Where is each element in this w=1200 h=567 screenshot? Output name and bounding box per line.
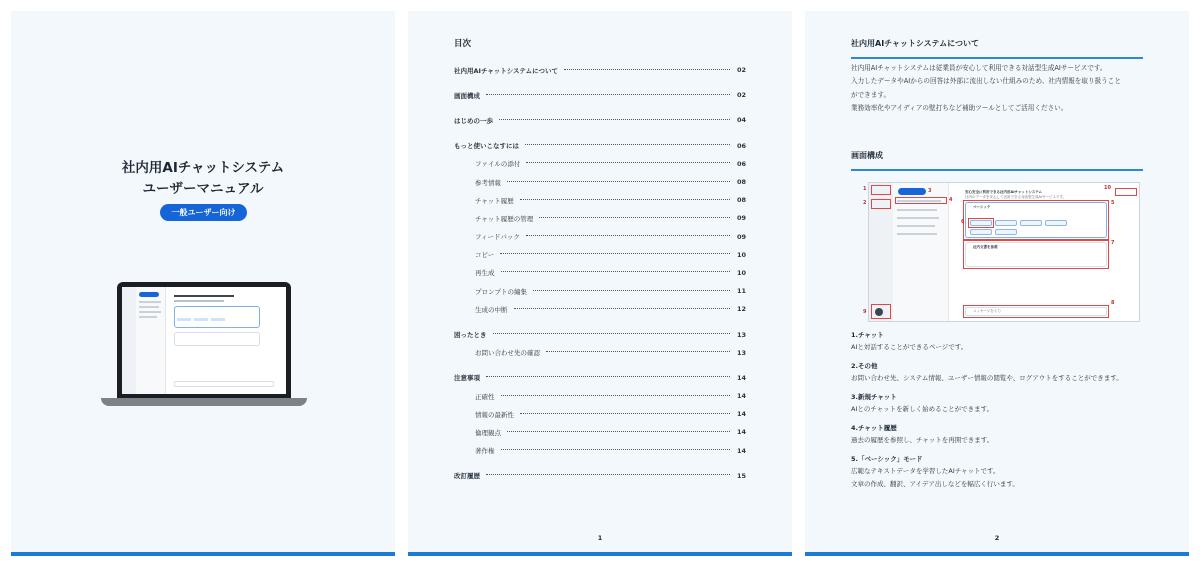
- toc-entry[interactable]: [454, 209, 746, 227]
- toc-entry[interactable]: [454, 246, 746, 264]
- toc-entry-page: 08: [736, 178, 746, 187]
- about-line: 業務効率化やアイディアの壁打ちなど補助ツールとしてご活用ください。: [851, 104, 1068, 113]
- toc-leader-dots: [500, 253, 730, 254]
- toc-entry-label: 注意事項: [454, 374, 480, 383]
- toc-entry-page: 15: [736, 471, 746, 480]
- about-line: 社内用AIチャットシステムは従業員が安心して利用できる対話型生成AIサービスです。: [851, 64, 1107, 72]
- screen-item-heading: 1.チャット: [851, 331, 884, 339]
- toc-entry-page: 06: [736, 159, 746, 168]
- toc-leader-dots: [507, 431, 730, 432]
- callout-box-10: [1115, 188, 1137, 196]
- toc-list: [454, 61, 746, 485]
- toc-entry-page: 14: [736, 446, 746, 455]
- toc-leader-dots: [493, 333, 731, 334]
- audience-badge: 一般ユーザー向け: [160, 204, 247, 221]
- toc-entry-page: 13: [736, 330, 746, 339]
- toc-leader-dots: [526, 235, 730, 236]
- toc-entry-label: 倫理観点: [475, 428, 501, 437]
- toc-entry-label: チャット履歴: [475, 196, 514, 205]
- toc-entry-page: 02: [736, 66, 746, 75]
- screen-item-description-line: AIと対話することができるページです。: [851, 343, 968, 351]
- screen-item-description-line: 過去の履歴を参照し、チャットを再開できます。: [851, 436, 994, 444]
- toc-leader-dots: [533, 290, 730, 291]
- callout-box-6: [968, 218, 994, 228]
- toc-entry-label: 正確性: [475, 392, 495, 401]
- toc-entry-page: 11: [736, 287, 746, 296]
- screen-item-heading: 4.チャット履歴: [851, 424, 897, 432]
- screen-item-description: [851, 372, 1147, 385]
- toc-entry[interactable]: [454, 344, 746, 362]
- toc-leader-dots: [499, 119, 730, 120]
- mini-welcome: 安心安全に利用できる社内用AIチャットシステム: [965, 190, 1043, 194]
- toc-leader-dots: [564, 69, 730, 70]
- toc-entry[interactable]: [454, 137, 746, 155]
- mini-mode-docs: 社内文書を参照: [973, 245, 998, 249]
- toc-entry-label: もっと使いこなすには: [454, 142, 519, 151]
- toc-leader-dots: [526, 162, 730, 163]
- toc-entry[interactable]: [454, 155, 746, 173]
- toc-entry-label: はじめの一歩: [454, 116, 493, 125]
- toc-entry-page: 06: [736, 141, 746, 150]
- laptop-screen: [117, 282, 291, 399]
- toc-entry[interactable]: [454, 467, 746, 485]
- content-page: [805, 11, 1189, 556]
- toc-leader-dots: [520, 199, 730, 200]
- toc-entry[interactable]: [454, 228, 746, 246]
- callout-num-5: 5: [1111, 200, 1115, 206]
- toc-entry-label: 生成の中断: [475, 305, 508, 314]
- toc-entry-label: お問い合わせ先の確認: [475, 349, 540, 358]
- screen-item-description: [851, 403, 1147, 416]
- toc-entry[interactable]: [454, 173, 746, 191]
- toc-entry[interactable]: [454, 423, 746, 441]
- cover-title-line2: ユーザーマニュアル: [142, 181, 264, 197]
- toc-entry-label: 再生成: [475, 269, 495, 278]
- toc-entry-page: 04: [736, 116, 746, 125]
- screen-item-description-line: 広範なテキストデータを学習したAIチャットです。: [851, 467, 1000, 475]
- toc-entry[interactable]: [454, 405, 746, 423]
- laptop-base: [101, 398, 307, 406]
- toc-entry-page: 02: [736, 91, 746, 100]
- callout-num-4: 4: [949, 197, 953, 203]
- screen-item-heading: 5.「ベーシック」モード: [851, 455, 923, 463]
- toc-entry[interactable]: [454, 191, 746, 209]
- toc-entry[interactable]: [454, 325, 746, 343]
- toc-entry-page: 14: [736, 392, 746, 401]
- toc-entry-label: 画面構成: [454, 91, 480, 100]
- mini-new-chat-button: [898, 188, 926, 195]
- toc-leader-dots: [486, 376, 730, 377]
- toc-entry-page: 10: [736, 250, 746, 259]
- toc-entry-label: 著作権: [475, 447, 495, 456]
- callout-num-6: 6: [961, 219, 965, 225]
- toc-entry[interactable]: [454, 387, 746, 405]
- screen-item-description-line: 文章の作成、翻訳、アイデア出しなどを幅広く行います。: [851, 480, 1019, 488]
- toc-entry-label: 参考情報: [475, 178, 501, 187]
- toc-leader-dots: [501, 449, 731, 450]
- toc-entry-page: 08: [736, 196, 746, 205]
- toc-leader-dots: [520, 413, 730, 414]
- toc-leader-dots: [507, 181, 730, 182]
- callout-num-10: 10: [1104, 185, 1111, 191]
- toc-entry-page: 09: [736, 232, 746, 241]
- toc-leader-dots: [539, 217, 730, 218]
- laptop-screen-ui: [122, 287, 286, 394]
- callout-box-7: [963, 240, 1109, 269]
- toc-entry[interactable]: [454, 442, 746, 460]
- toc-leader-dots: [501, 271, 731, 272]
- mini-sub: 社内のデータを安心して活用できる対話型生成AIサービスです。: [965, 195, 1067, 199]
- callout-num-2: 2: [863, 200, 867, 206]
- toc-entry-page: 14: [736, 410, 746, 419]
- toc-entry[interactable]: [454, 300, 746, 318]
- about-paragraph: [851, 62, 1147, 116]
- toc-leader-dots: [525, 144, 730, 145]
- toc-page: [408, 11, 792, 556]
- toc-entry-label: チャット履歴の管理: [475, 214, 534, 223]
- callout-num-3: 3: [928, 188, 932, 194]
- callout-num-7: 7: [1111, 240, 1115, 246]
- toc-title: 目次: [454, 39, 472, 49]
- screen-item-description: [851, 341, 1147, 354]
- toc-entry-page: 13: [736, 348, 746, 357]
- toc-entry[interactable]: [454, 264, 746, 282]
- toc-entry-page: 14: [736, 428, 746, 437]
- callout-box-9: [871, 304, 891, 319]
- cover-page: [11, 11, 395, 556]
- callout-box-8: [963, 305, 1109, 318]
- laptop-illustration: [101, 282, 307, 408]
- section-heading-about: 社内用AIチャットシステムについて: [851, 38, 1143, 59]
- toc-entry-page: 10: [736, 268, 746, 277]
- section-heading-layout: 画面構成: [851, 150, 1143, 171]
- toc-leader-dots: [501, 395, 731, 396]
- toc-entry[interactable]: [454, 86, 746, 104]
- toc-entry[interactable]: [454, 61, 746, 79]
- toc-entry-page: 14: [736, 373, 746, 382]
- page-number: 1: [597, 534, 603, 542]
- toc-entry-label: 改訂履歴: [454, 472, 480, 481]
- toc-entry[interactable]: [454, 282, 746, 300]
- callout-num-8: 8: [1111, 300, 1115, 306]
- screen-item-description: [851, 465, 1147, 491]
- toc-entry-label: プロンプトの編集: [475, 287, 527, 296]
- cover-title-line1: 社内用AIチャットシステム: [121, 160, 285, 176]
- toc-entry-page: 12: [736, 305, 746, 314]
- callout-box-4: [895, 197, 947, 204]
- screen-layout-screenshot: [863, 182, 1140, 322]
- toc-entry[interactable]: [454, 369, 746, 387]
- page-number: 2: [994, 534, 1000, 542]
- mini-input: メッセージを入力: [973, 309, 1001, 313]
- about-line: 入力したデータやAIからの回答は外部に流出しない仕組みのため、社内情報を取り扱うこと: [851, 77, 1121, 86]
- screen-item-heading: 3.新規チャット: [851, 393, 897, 401]
- screen-item-heading: 2.その他: [851, 362, 878, 370]
- toc-entry-label: フィードバック: [475, 233, 520, 242]
- callout-num-1: 1: [863, 186, 867, 192]
- cover-title: [11, 158, 395, 200]
- toc-leader-dots: [486, 474, 730, 475]
- callout-box-1: [871, 185, 891, 195]
- callout-num-9: 9: [863, 309, 867, 315]
- screen-item-description: [851, 434, 1147, 447]
- toc-entry-label: 困ったとき: [454, 331, 487, 340]
- screen-item-description-line: AIとのチャットを新しく始めることができます。: [851, 405, 994, 413]
- screen-item-description-line: お問い合わせ先、システム情報、ユーザー情報の閲覧や、ログアウトをすることができます。: [851, 374, 1123, 382]
- toc-entry[interactable]: [454, 111, 746, 129]
- toc-entry-label: ファイルの添付: [475, 160, 521, 169]
- callout-box-2: [871, 199, 891, 209]
- toc-entry-page: 09: [736, 214, 746, 223]
- toc-leader-dots: [514, 308, 731, 309]
- toc-leader-dots: [546, 351, 730, 352]
- about-line: ができます。: [851, 90, 891, 99]
- toc-entry-label: コピー: [475, 251, 495, 260]
- toc-entry-label: 社内用AIチャットシステムについて: [454, 66, 558, 75]
- mini-mode-basic: ベーシック: [973, 205, 991, 209]
- screen-item-list: [851, 329, 1147, 497]
- toc-leader-dots: [486, 94, 730, 95]
- toc-entry-label: 情報の最新性: [475, 410, 514, 419]
